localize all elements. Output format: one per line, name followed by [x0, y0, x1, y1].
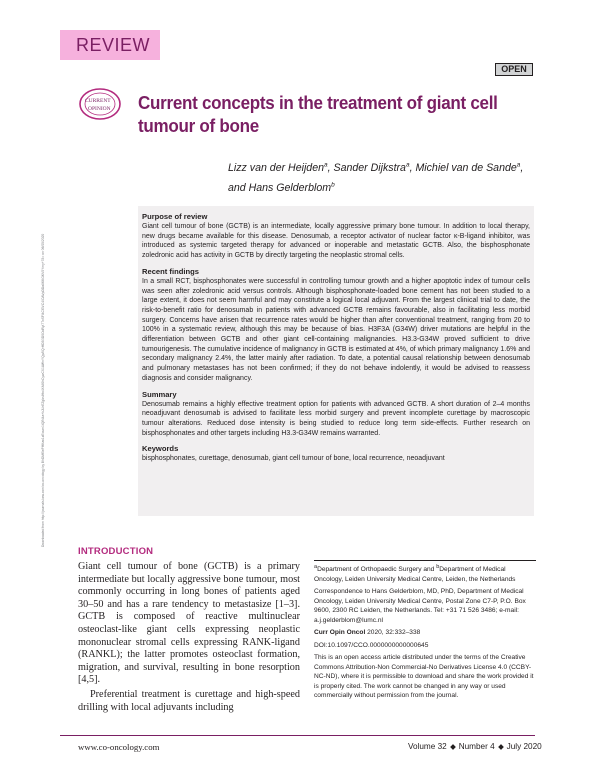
bullet-icon	[498, 744, 504, 750]
paragraph: Preferential treatment is curettage and high-speed drilling with local adjuvants including	[78, 688, 300, 713]
divider	[314, 560, 536, 561]
findings-text: In a small RCT, bisphosphonates were successful in controlling tumour growth and a higher apoptotic index of tumour cells was seen after zoledronic acid versus controls. Although bisphosphonate-loaded bone cement has not been studied to a large extent, it does not seem harmful and may constitute a logical local adjuvant. From the largest clinical trial to date, the risk-to-benefit ratio for denosumab in patients with advanced GCTB remains favourable, also in facilitating less morbid surgery. Concerns have arisen that recurrence rates would be higher than after conventional treatment, ranging from 20 to 100% in a systematic review, although this may be because of bias. H3F3A (G34W) driver mutations are helpful in the differentiation between GCTB and other giant cell-containing malignancies. H3.3-G34W proved sufficient to drive tumourigenesis. The cumulative incidence of malignancy in GCTB is estimated at 4%, of which primary malignancy 1.6% and secondary malignancy 2.4%, the latter mainly after radiation. To date, a potential causal relationship between denosumab and pulmonary metastases has not been confirmed; if they do not behave indolently, it would be advised to reassess diagnosis and consider malignancy.	[142, 277, 530, 382]
doi: DOI:10.1097/CCO.0000000000000645	[314, 641, 429, 649]
author: Sander Dijkstra$^a$,	[333, 161, 416, 174]
purpose-heading: Purpose of review	[142, 212, 208, 221]
keywords-heading: Keywords	[142, 444, 179, 454]
current-opinion-logo	[78, 86, 124, 122]
introduction-body	[78, 561, 300, 714]
svg-text:CURRENT: CURRENT	[85, 98, 111, 104]
author-list	[228, 156, 538, 197]
paragraph: Giant cell tumour of bone (GCTB) is a primary intermediate but locally aggressive bone tumour, most commonly occurring in long bones of patients aged 30–50 and has a rare tendency to metastasize [1–3]. GCTB is composed of reactive multinuclear osteoclast-like giant cells expressing neoplastic mononuclear stromal cells expressing RANK-ligand (RANKL); the latter promotes osteoclast formation, migration, and survival, resulting in bone resorption [4,5].	[78, 561, 300, 686]
introduction-column	[78, 546, 300, 714]
section-label: REVIEW	[76, 35, 151, 55]
license-text: This is an open access article distributed under the terms of the Creative Commons Attribution-Non Commercial-No Derivatives License 4.0 (CCBY-NC-ND), where it is permissible to download and share the work provided it is properly cited. The work cannot be changed in any way or used commercially without permission from the journal.	[314, 654, 534, 700]
author: Lizz van der Heijden$^a$,	[228, 161, 334, 174]
article-title: Current concepts in the treatment of giant cell tumour of bone	[138, 92, 498, 136]
author: Michiel van de Sande$^a$,	[415, 161, 524, 174]
abstract-box	[138, 206, 534, 516]
summary-text: Denosumab remains a highly effective treatment option for patients with advanced GCTB. A short duration of 2–4 months neoadjuvant denosumab is advised to facilitate less morbid surgery and prevent incomplete curettage by macroscopic tumour alterations. Reduced dose intensity is being studied to reduce long term side-effects. Further research on bisphosphonates and other targets including H3.3-G34W remains warranted.	[142, 400, 530, 437]
download-watermark: Downloaded from http://journals.lww.com/co-oncology by BhDMf5ePHKav1zEoum1tQfN4a+kJLhEZgbsIHo4XMi0hCywCX1AWnYQp/IlQrHD3i3D0OdRyi7TvSFl4Cf3VC4/OAVpDDa8KKGKV0Ymy+78= on 06/05/2020	[41, 233, 45, 547]
journal-citation: Curr Opin Oncol 2020, 32:332–338	[314, 629, 421, 637]
keywords-text: bisphosphonates, curettage, denosumab, giant cell tumour of bone, local recurrence, neoadjuvant	[142, 455, 445, 463]
introduction-heading: INTRODUCTION	[78, 546, 154, 557]
journal-website: www.co-oncology.com	[78, 742, 160, 752]
correspondence: Correspondence to Hans Gelderblom, MD, PhD, Department of Medical Oncology, Leiden University Medical Centre, Postal Zone C7-P, P.O. Box 9600, 2300 RC Leiden, the Netherlands. Tel: +31 71 526 3486; e-mail: a.j.gelderblom@lumc.nl	[314, 588, 526, 624]
article-info-column	[314, 560, 536, 704]
svg-text:OPINION: OPINION	[88, 106, 111, 112]
affiliations: $^a$Department of Orthopaedic Surgery and $^b$Department of Medical Oncology, Leiden University Medical Centre, Leiden, the Netherlands	[314, 564, 516, 583]
open-access-badge: OPEN	[495, 63, 533, 76]
section-tab	[60, 30, 160, 60]
footer-divider	[60, 735, 535, 736]
bullet-icon	[450, 744, 456, 750]
issue-info: Volume 32 Number 4 July 2020	[408, 742, 542, 751]
summary-heading: Summary	[142, 389, 177, 399]
findings-heading: Recent findings	[142, 266, 199, 276]
purpose-text: Giant cell tumour of bone (GCTB) is an intermediate, locally aggressive primary bone tumour. In addition to local therapy, new drugs became available for this disease. Denosumab, a receptor activator of nuclear factor κ-B-ligand inhibitor, was introduced as systemic targeted therapy for advanced or inoperable and metastatic GCTB. Also, the bisphosphonate zoledronic acid has activity in GCTB by directly targeting the neoplastic stromal cells.	[142, 223, 530, 260]
author: and Hans Gelderblom$^b$	[228, 181, 335, 195]
